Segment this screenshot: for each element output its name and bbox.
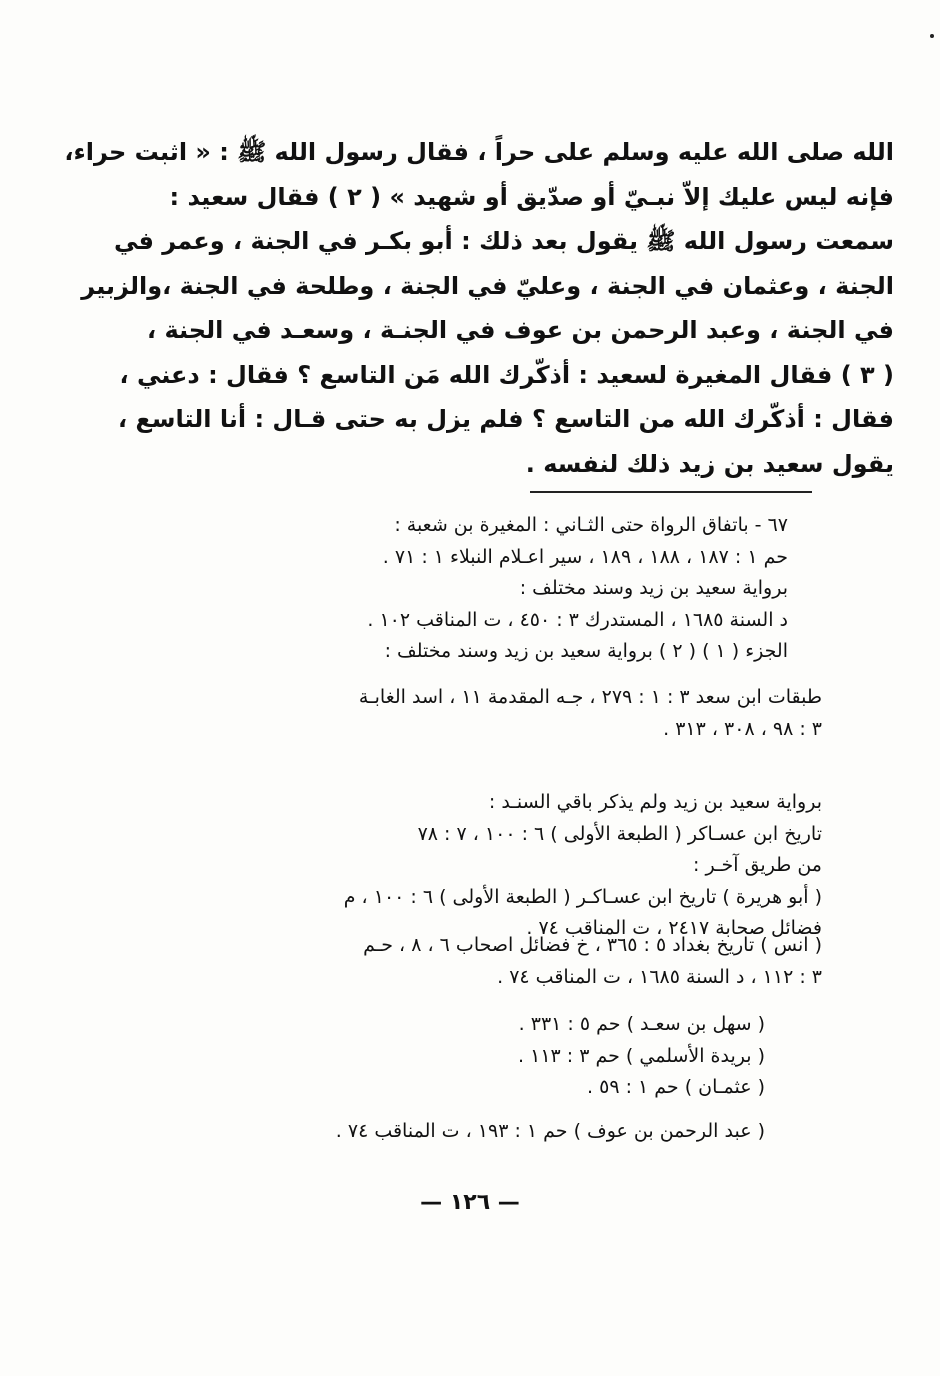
- footnote-block: [359, 682, 822, 745]
- footnote-line: الجزء ( ١ ) ( ٢ ) برواية سعيد بن زيد وسند مختلف :: [384, 640, 788, 662]
- footnote-line: ٣ : ١١٢ ، د السنة ١٦٨٥ ، ت المناقب ٧٤ .: [497, 965, 822, 988]
- main-text-line: ( ٣ ) فقال المغيرة لسعيد : أذكّرك الله مَن التاسع ؟ فقال : دعني ،: [119, 360, 894, 389]
- footnote-line: تاريخ ابن عسـاكر ( الطبعة الأولى ) ٦ : ١٠٠ ، ٧ : ٧٨: [417, 822, 822, 845]
- footnote-line: ( عبد الرحمن بن عوف ) حم ١ : ١٩٣ ، ت المناقب ٧٤ .: [335, 1120, 765, 1142]
- footnote-line: ٦٧ - باتفاق الرواة حتى الثـاني : المغيرة بن شعبة :: [394, 514, 788, 536]
- footnote-line: ( أبو هريرة ) تاريخ ابن عسـاكـر ( الطبعة الأولى ) ٦ : ١٠٠ ، م: [343, 885, 822, 908]
- main-text-line: يقول سعيد بن زيد ذلك لنفسه .: [525, 449, 894, 478]
- footnote-line: ( عثمـان ) حم ١ : ٥٩ .: [587, 1076, 765, 1098]
- main-text-line: فقال : أذكّرك الله من التاسع ؟ فلم يزل به حتى قـال : أنا التاسع ،: [118, 405, 894, 433]
- footnote-line: برواية سعيد بن زيد وسند مختلف :: [519, 577, 788, 599]
- footnote-line: حم ١ : ١٨٧ ، ١٨٨ ، ١٨٩ ، سير اعـلام النبلاء ١ : ٧١ .: [382, 545, 788, 568]
- footnote-block: [344, 787, 822, 945]
- footnote-block: [518, 1009, 765, 1104]
- footnote-line: ٣ : ٩٨ ، ٣٠٨ ، ٣١٣ .: [663, 717, 822, 740]
- main-text-line: فإنه ليس عليك إلاّ نبـيّ أو صدّيق أو شهيد » ( ٢ ) فقال سعيد :: [169, 182, 894, 211]
- footnote-line: من طريق آخـر :: [693, 854, 822, 876]
- main-text-line: الله صلى الله عليه وسلم على حراً ، فقال رسول الله ﷺ : « اثبت حراء،: [64, 138, 894, 166]
- main-text: [64, 130, 894, 486]
- footnote-line: ( سهل بن سعـد ) حم ٥ : ٣٣١ .: [518, 1013, 765, 1035]
- footnote-line: برواية سعيد بن زيد ولم يذكر باقي السنـد :: [488, 791, 822, 813]
- footnote-block: [363, 930, 822, 993]
- footnote-line: د السنة ١٦٨٥ ، المستدرك ٣ : ٤٥٠ ، ت المناقب ١٠٢ .: [367, 608, 788, 631]
- footnote-separator: [530, 491, 812, 493]
- footnote-line: فضائل صحابة ٢٤١٧ ، ت المناقب ٧٤ .: [526, 917, 822, 939]
- main-text-line: في الجنة ، وعبد الرحمن بن عوف في الجنـة ، وسعـد في الجنة ،: [146, 316, 894, 344]
- footnote-line: ( انس ) تاريخ بغداد ٥ : ٣٦٥ ، خ فضائل اصحاب ٦ ، ٨ ، حـم: [363, 934, 822, 956]
- page-number: — ١٢٦ —: [420, 1190, 520, 1215]
- footnote-line: ( بريدة الأسلمي ) حم ٣ : ١١٣ .: [518, 1044, 765, 1067]
- main-text-line: الجنة ، وعثمان في الجنة ، وعليّ في الجنة ، وطلحة في الجنة ،والزبير: [81, 271, 894, 300]
- footnote-block: [367, 510, 788, 668]
- corner-speck: [930, 34, 934, 38]
- main-text-line: سمعت رسول الله ﷺ يقول بعد ذلك : أبو بكـر في الجنة ، وعمر في: [113, 227, 894, 255]
- footnote-block: [336, 1116, 765, 1148]
- footnote-line: طبقات ابن سعد ٣ : ١ : ٢٧٩ ، جـه المقدمة ١١ ، اسد الغابـة: [358, 686, 822, 708]
